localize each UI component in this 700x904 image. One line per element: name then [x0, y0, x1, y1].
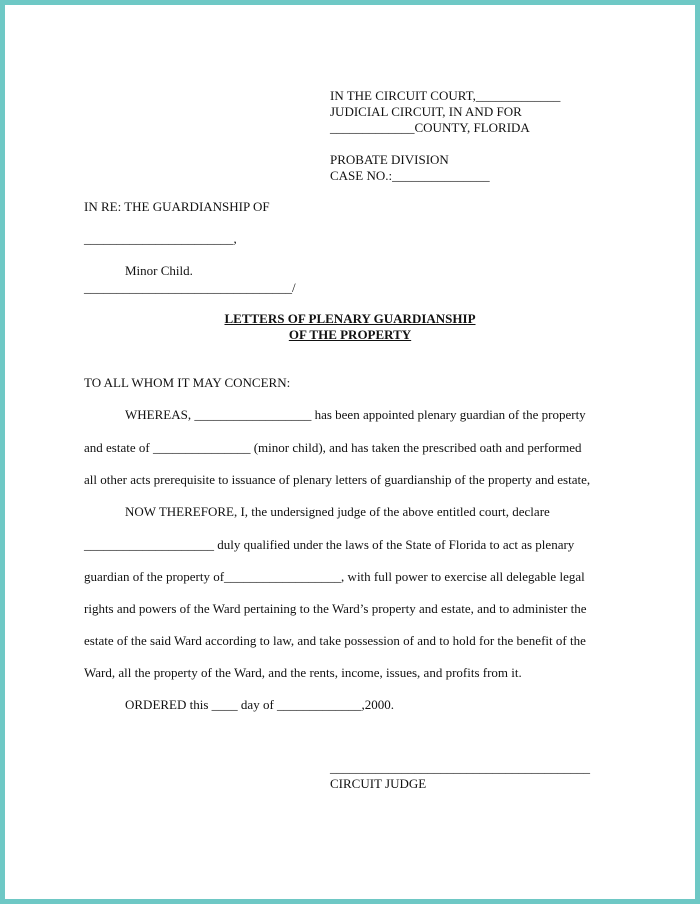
body-line: all other acts prerequisite to issuance of plenary letters of guardianship of the property and estate, — [84, 472, 591, 487]
body-line: Ward, all the property of the Ward, and the rents, income, issues, and profits from it. — [84, 665, 522, 680]
document-title-line-2: OF THE PROPERTY — [288, 327, 412, 342]
in-re-heading: IN RE: THE GUARDIANSHIP OF — [84, 199, 270, 214]
body-line: and estate of _______________ (minor child), and has taken the prescribed oath and performed — [84, 440, 582, 455]
document-title-line-1: LETTERS OF PLENARY GUARDIANSHIP — [224, 311, 476, 326]
probate-division: PROBATE DIVISION — [330, 152, 449, 167]
case-number: CASE NO.:_______________ — [330, 168, 490, 183]
body-line: NOW THEREFORE, I, the undersigned judge of the above entitled court, declare — [125, 504, 550, 519]
caption-end-line: ________________________________/ — [84, 280, 296, 295]
salutation: TO ALL WHOM IT MAY CONCERN: — [84, 375, 291, 390]
body-line: ____________________ duly qualified under the laws of the State of Florida to act as plenary — [84, 537, 575, 552]
signature-label: CIRCUIT JUDGE — [330, 776, 427, 791]
court-line-3: _____________COUNTY, FLORIDA — [330, 120, 530, 135]
body-line: rights and powers of the Ward pertaining to the Ward’s property and estate, and to administer the — [84, 601, 587, 616]
guardianship-name-blank: _______________________, — [84, 231, 237, 246]
body-line: estate of the said Ward according to law, and take possession of and to hold for the benefit of the — [84, 633, 586, 648]
minor-child-label: Minor Child. — [125, 263, 193, 278]
body-line: guardian of the property of__________________, with full power to exercise all delegable legal — [84, 569, 585, 584]
signature-line: ________________________________________ — [330, 760, 590, 775]
court-line-2: JUDICIAL CIRCUIT, IN AND FOR — [330, 104, 522, 119]
ordered-line: ORDERED this ____ day of _____________,2000. — [125, 697, 395, 712]
body-line: WHEREAS, __________________ has been appointed plenary guardian of the property — [125, 407, 586, 422]
court-line-1: IN THE CIRCUIT COURT,_____________ — [330, 88, 561, 103]
